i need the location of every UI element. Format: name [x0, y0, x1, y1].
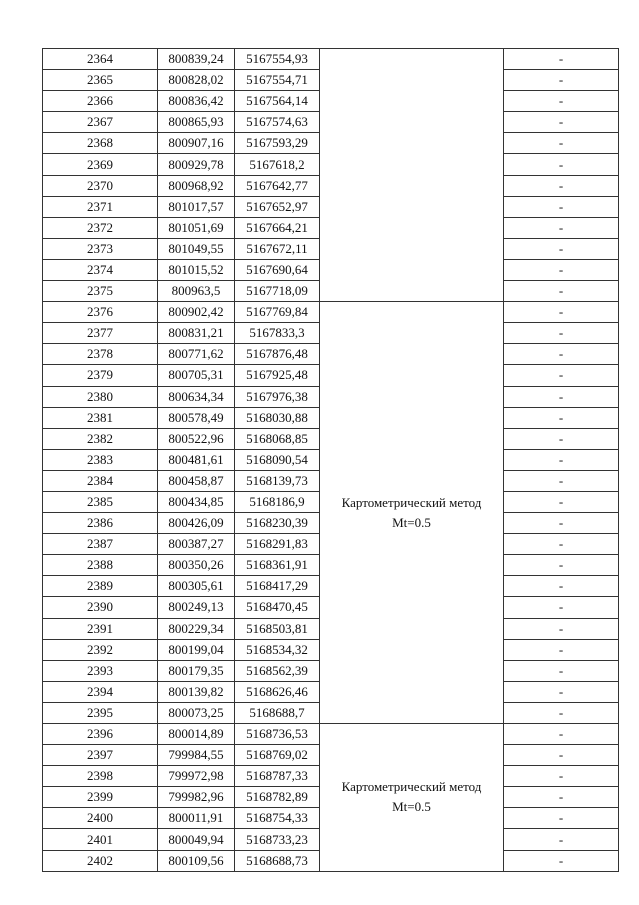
- method-cell: [320, 724, 504, 872]
- note-cell: -: [504, 238, 619, 259]
- table-row: [43, 302, 619, 323]
- y-coordinate-cell: 5168230,39: [235, 513, 320, 534]
- y-coordinate-cell: 5167554,71: [235, 70, 320, 91]
- note-cell: -: [504, 850, 619, 871]
- point-number-cell: 2379: [43, 365, 158, 386]
- note-cell: -: [504, 829, 619, 850]
- note-cell: -: [504, 766, 619, 787]
- method-label: Картометрический метод: [341, 494, 482, 510]
- x-coordinate-cell: 800179,35: [158, 660, 235, 681]
- note-cell: -: [504, 660, 619, 681]
- y-coordinate-cell: 5168782,89: [235, 787, 320, 808]
- x-coordinate-cell: 800968,92: [158, 175, 235, 196]
- note-cell: -: [504, 323, 619, 344]
- y-coordinate-cell: 5167690,64: [235, 259, 320, 280]
- note-cell: -: [504, 534, 619, 555]
- x-coordinate-cell: 800831,21: [158, 323, 235, 344]
- note-cell: -: [504, 196, 619, 217]
- y-coordinate-cell: 5167574,63: [235, 112, 320, 133]
- note-cell: -: [504, 702, 619, 723]
- x-coordinate-cell: 799982,96: [158, 787, 235, 808]
- point-number-cell: 2375: [43, 281, 158, 302]
- x-coordinate-cell: 800350,26: [158, 555, 235, 576]
- note-cell: -: [504, 70, 619, 91]
- accuracy-label: Mt=0.5: [392, 799, 431, 815]
- note-cell: -: [504, 281, 619, 302]
- point-number-cell: 2378: [43, 344, 158, 365]
- x-coordinate-cell: 800836,42: [158, 91, 235, 112]
- point-number-cell: 2397: [43, 745, 158, 766]
- table-row: [43, 724, 619, 745]
- note-cell: -: [504, 428, 619, 449]
- method-cell: [320, 302, 504, 724]
- method-cell: [320, 49, 504, 302]
- y-coordinate-cell: 5168417,29: [235, 576, 320, 597]
- note-cell: -: [504, 91, 619, 112]
- point-number-cell: 2396: [43, 724, 158, 745]
- y-coordinate-cell: 5167976,38: [235, 386, 320, 407]
- note-cell: -: [504, 133, 619, 154]
- point-number-cell: 2391: [43, 618, 158, 639]
- point-number-cell: 2380: [43, 386, 158, 407]
- y-coordinate-cell: 5168736,53: [235, 724, 320, 745]
- point-number-cell: 2401: [43, 829, 158, 850]
- y-coordinate-cell: 5167925,48: [235, 365, 320, 386]
- point-number-cell: 2393: [43, 660, 158, 681]
- x-coordinate-cell: 801015,52: [158, 259, 235, 280]
- point-number-cell: 2377: [43, 323, 158, 344]
- point-number-cell: 2371: [43, 196, 158, 217]
- coordinates-table: [42, 48, 619, 872]
- x-coordinate-cell: 800014,89: [158, 724, 235, 745]
- y-coordinate-cell: 5167554,93: [235, 49, 320, 70]
- point-number-cell: 2382: [43, 428, 158, 449]
- note-cell: -: [504, 217, 619, 238]
- note-cell: -: [504, 597, 619, 618]
- note-cell: -: [504, 407, 619, 428]
- point-number-cell: 2387: [43, 534, 158, 555]
- note-cell: -: [504, 787, 619, 808]
- point-number-cell: 2386: [43, 513, 158, 534]
- x-coordinate-cell: 801017,57: [158, 196, 235, 217]
- x-coordinate-cell: 799972,98: [158, 766, 235, 787]
- y-coordinate-cell: 5167664,21: [235, 217, 320, 238]
- note-cell: -: [504, 724, 619, 745]
- y-coordinate-cell: 5167564,14: [235, 91, 320, 112]
- note-cell: -: [504, 386, 619, 407]
- x-coordinate-cell: 800073,25: [158, 702, 235, 723]
- method-label: Картометрический метод: [341, 779, 482, 795]
- point-number-cell: 2392: [43, 639, 158, 660]
- y-coordinate-cell: 5168090,54: [235, 449, 320, 470]
- x-coordinate-cell: 800229,34: [158, 618, 235, 639]
- point-number-cell: 2388: [43, 555, 158, 576]
- x-coordinate-cell: 800771,62: [158, 344, 235, 365]
- y-coordinate-cell: 5168186,9: [235, 491, 320, 512]
- x-coordinate-cell: 800578,49: [158, 407, 235, 428]
- note-cell: -: [504, 470, 619, 491]
- note-cell: -: [504, 175, 619, 196]
- y-coordinate-cell: 5168562,39: [235, 660, 320, 681]
- y-coordinate-cell: 5167652,97: [235, 196, 320, 217]
- x-coordinate-cell: 800109,56: [158, 850, 235, 871]
- table-row: [43, 49, 619, 70]
- point-number-cell: 2373: [43, 238, 158, 259]
- x-coordinate-cell: 800305,61: [158, 576, 235, 597]
- y-coordinate-cell: 5168688,7: [235, 702, 320, 723]
- x-coordinate-cell: 800139,82: [158, 681, 235, 702]
- x-coordinate-cell: 800458,87: [158, 470, 235, 491]
- x-coordinate-cell: 800902,42: [158, 302, 235, 323]
- y-coordinate-cell: 5167642,77: [235, 175, 320, 196]
- x-coordinate-cell: 800634,34: [158, 386, 235, 407]
- y-coordinate-cell: 5168139,73: [235, 470, 320, 491]
- point-number-cell: 2366: [43, 91, 158, 112]
- x-coordinate-cell: 800963,5: [158, 281, 235, 302]
- y-coordinate-cell: 5167672,11: [235, 238, 320, 259]
- y-coordinate-cell: 5168754,33: [235, 808, 320, 829]
- point-number-cell: 2381: [43, 407, 158, 428]
- y-coordinate-cell: 5167618,2: [235, 154, 320, 175]
- point-number-cell: 2384: [43, 470, 158, 491]
- x-coordinate-cell: 800929,78: [158, 154, 235, 175]
- x-coordinate-cell: 800387,27: [158, 534, 235, 555]
- note-cell: -: [504, 154, 619, 175]
- point-number-cell: 2372: [43, 217, 158, 238]
- y-coordinate-cell: 5167833,3: [235, 323, 320, 344]
- y-coordinate-cell: 5167593,29: [235, 133, 320, 154]
- point-number-cell: 2390: [43, 597, 158, 618]
- x-coordinate-cell: 801049,55: [158, 238, 235, 259]
- x-coordinate-cell: 800434,85: [158, 491, 235, 512]
- note-cell: -: [504, 491, 619, 512]
- note-cell: -: [504, 576, 619, 597]
- point-number-cell: 2389: [43, 576, 158, 597]
- point-number-cell: 2395: [43, 702, 158, 723]
- note-cell: -: [504, 681, 619, 702]
- y-coordinate-cell: 5167769,84: [235, 302, 320, 323]
- point-number-cell: 2400: [43, 808, 158, 829]
- point-number-cell: 2374: [43, 259, 158, 280]
- note-cell: -: [504, 112, 619, 133]
- y-coordinate-cell: 5168534,32: [235, 639, 320, 660]
- point-number-cell: 2399: [43, 787, 158, 808]
- note-cell: -: [504, 639, 619, 660]
- x-coordinate-cell: 800481,61: [158, 449, 235, 470]
- y-coordinate-cell: 5168291,83: [235, 534, 320, 555]
- point-number-cell: 2385: [43, 491, 158, 512]
- point-number-cell: 2383: [43, 449, 158, 470]
- note-cell: -: [504, 808, 619, 829]
- x-coordinate-cell: 800907,16: [158, 133, 235, 154]
- x-coordinate-cell: 800828,02: [158, 70, 235, 91]
- point-number-cell: 2376: [43, 302, 158, 323]
- note-cell: -: [504, 302, 619, 323]
- x-coordinate-cell: 800865,93: [158, 112, 235, 133]
- y-coordinate-cell: 5168068,85: [235, 428, 320, 449]
- point-number-cell: 2365: [43, 70, 158, 91]
- note-cell: -: [504, 49, 619, 70]
- x-coordinate-cell: 800426,09: [158, 513, 235, 534]
- point-number-cell: 2369: [43, 154, 158, 175]
- y-coordinate-cell: 5168030,88: [235, 407, 320, 428]
- x-coordinate-cell: 800705,31: [158, 365, 235, 386]
- y-coordinate-cell: 5168361,91: [235, 555, 320, 576]
- x-coordinate-cell: 800249,13: [158, 597, 235, 618]
- y-coordinate-cell: 5168787,33: [235, 766, 320, 787]
- y-coordinate-cell: 5168626,46: [235, 681, 320, 702]
- y-coordinate-cell: 5167876,48: [235, 344, 320, 365]
- x-coordinate-cell: 801051,69: [158, 217, 235, 238]
- note-cell: -: [504, 745, 619, 766]
- note-cell: -: [504, 513, 619, 534]
- x-coordinate-cell: 800011,91: [158, 808, 235, 829]
- point-number-cell: 2367: [43, 112, 158, 133]
- point-number-cell: 2364: [43, 49, 158, 70]
- y-coordinate-cell: 5168503,81: [235, 618, 320, 639]
- point-number-cell: 2402: [43, 850, 158, 871]
- note-cell: -: [504, 259, 619, 280]
- note-cell: -: [504, 344, 619, 365]
- y-coordinate-cell: 5167718,09: [235, 281, 320, 302]
- x-coordinate-cell: 799984,55: [158, 745, 235, 766]
- x-coordinate-cell: 800199,04: [158, 639, 235, 660]
- y-coordinate-cell: 5168769,02: [235, 745, 320, 766]
- x-coordinate-cell: 800049,94: [158, 829, 235, 850]
- note-cell: -: [504, 365, 619, 386]
- point-number-cell: 2398: [43, 766, 158, 787]
- point-number-cell: 2370: [43, 175, 158, 196]
- point-number-cell: 2394: [43, 681, 158, 702]
- y-coordinate-cell: 5168688,73: [235, 850, 320, 871]
- x-coordinate-cell: 800839,24: [158, 49, 235, 70]
- note-cell: -: [504, 618, 619, 639]
- note-cell: -: [504, 449, 619, 470]
- y-coordinate-cell: 5168733,23: [235, 829, 320, 850]
- y-coordinate-cell: 5168470,45: [235, 597, 320, 618]
- point-number-cell: 2368: [43, 133, 158, 154]
- accuracy-label: Mt=0.5: [392, 514, 431, 530]
- note-cell: -: [504, 555, 619, 576]
- x-coordinate-cell: 800522,96: [158, 428, 235, 449]
